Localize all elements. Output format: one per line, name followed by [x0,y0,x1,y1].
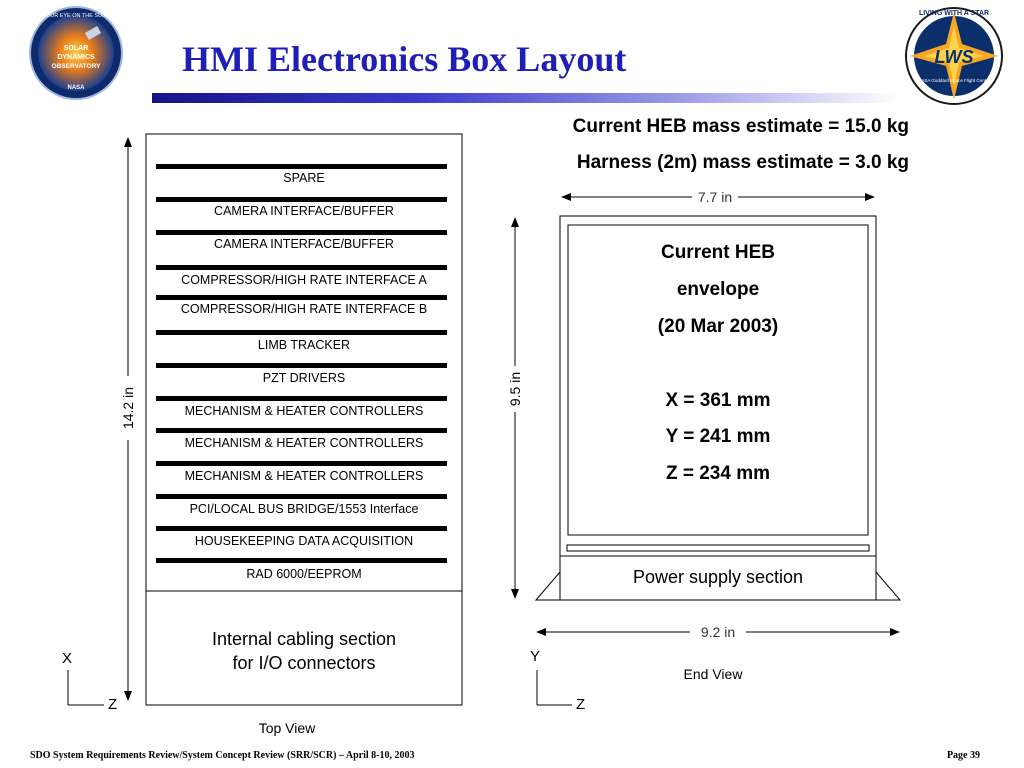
card-slot-bar [156,295,447,300]
footer-page: Page 39 [946,750,980,761]
card-slot-bar [156,363,447,368]
end-height-dim-label: 9.5 in [507,371,523,407]
card-slot-label: PCI/LOCAL BUS BRIDGE/1553 Interface [189,502,419,516]
card-slot-label: RAD 6000/EEPROM [246,567,362,581]
card-slot-label: MECHANISM & HEATER CONTROLLERS [184,436,424,450]
envelope-y-dim: Y = 241 mm [665,426,771,447]
top-axis-x-label: X [62,650,73,667]
card-slot-bar [156,558,447,563]
sdo-logo-top-text: OUR EYE ON THE SUN [45,13,107,19]
card-slot-bar [156,494,447,499]
footer-left: SDO System Requirements Review/System Concept Review (SRR/SCR) – April 8-10, 2003 [30,750,415,761]
end-axis-y-label: Y [530,648,541,665]
card-slot-bar [156,164,447,169]
top-height-dim-label: 14.2 in [120,386,136,430]
card-slot-bar [156,197,447,202]
card-slot-label: COMPRESSOR/HIGH RATE INTERFACE A [181,273,427,287]
card-slot-label: CAMERA INTERFACE/BUFFER [214,204,394,218]
card-slot-bar [156,330,447,335]
envelope-inner-box [568,225,868,535]
cabling-line-1: Internal cabling section [211,629,397,649]
card-slot-bar [156,265,447,270]
card-slot-bar [156,461,447,466]
sdo-logo-line2: DYNAMICS [57,54,95,61]
cabling-section-label [146,627,462,675]
envelope-date: (20 Mar 2003) [657,316,779,337]
heb-mass-estimate: Current HEB mass estimate = 15.0 kg [572,116,909,137]
right-flange [876,572,900,600]
envelope-x-dim: X = 361 mm [665,390,771,411]
card-slot-bar [156,428,447,433]
power-supply-label: Power supply section [632,567,804,587]
card-slot-bar [156,230,447,235]
top-axis-z-label: Z [108,696,118,713]
lws-logo-center: LWS [934,47,974,67]
card-slot-label: PZT DRIVERS [262,371,346,385]
top-view-box [146,134,462,705]
sdo-logo-line3: OBSERVATORY [51,63,101,70]
cabling-line-2: for I/O connectors [232,653,376,673]
sdo-logo-line1: SOLAR [63,45,89,52]
card-slot-label: LIMB TRACKER [257,338,351,352]
card-slot-bar [156,526,447,531]
card-slot-label: COMPRESSOR/HIGH RATE INTERFACE B [180,302,428,316]
end-axis-z-label: Z [576,696,586,713]
card-slot-label: HOUSEKEEPING DATA ACQUISITION [194,534,414,548]
end-view-caption: End View [683,666,743,682]
envelope-rail [567,545,869,551]
sdo-logo-nasa: NASA [67,85,85,91]
top-view-caption: Top View [258,720,316,736]
left-flange [536,572,560,600]
envelope-title-line1: Current HEB [660,242,775,263]
card-slot-bar [156,396,447,401]
envelope-title-line2: envelope [676,279,760,300]
lws-logo-caption: NASA Goddard Space Flight Center [918,78,990,83]
envelope-z-dim: Z = 234 mm [665,463,771,484]
card-slot-label: MECHANISM & HEATER CONTROLLERS [184,469,424,483]
card-slot-label: SPARE [283,171,325,185]
base-width-dim-label: 9.2 in [700,624,736,640]
lws-logo-top-text: LIVING WITH A STAR [918,10,990,17]
card-slot-label: CAMERA INTERFACE/BUFFER [214,237,394,251]
end-width-dim-label: 7.7 in [697,189,733,205]
harness-mass-estimate: Harness (2m) mass estimate = 3.0 kg [576,152,909,173]
card-slot-label: MECHANISM & HEATER CONTROLLERS [184,404,424,418]
page-title: HMI Electronics Box Layout [182,39,627,79]
